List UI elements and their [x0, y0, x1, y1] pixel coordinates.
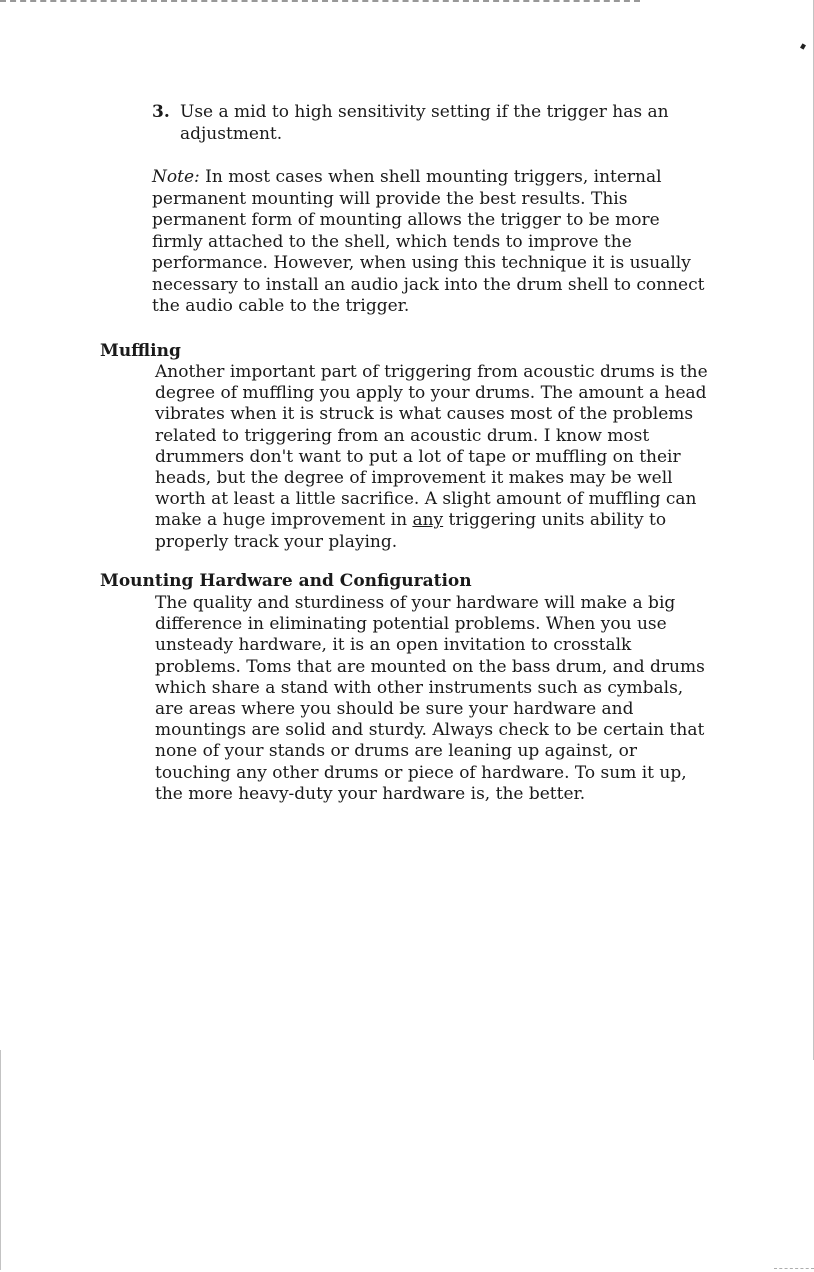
mounting-paragraph: The quality and sturdiness of your hardware will make a big difference in eliminating potential problems. When you use unsteady hardware, it is an open invitation to crosstalk problems. Toms that are mounted on the bass drum, and drums which share a stand with other instruments such as cymbals, are areas where you should be sure your hardware and mountings are solid and sturdy. Always check to be certain that none of your stands or drums are leaning up against, or touching any other drums or piece of hardware. To sum it up, the more heavy-duty your hardware is, the better. — [155, 593, 705, 804]
note-label: Note: — [152, 167, 200, 187]
heading-muffling: Muffling — [100, 341, 181, 361]
scan-speck — [800, 43, 806, 49]
note-paragraph — [152, 167, 712, 318]
scan-edge-top — [0, 0, 640, 4]
list-item-text: Use a mid to high sensitivity setting if the trigger has an adjustment. — [180, 102, 669, 144]
muffling-text-after: triggering units ability to properly track your playing. — [155, 510, 667, 552]
muffling-paragraph — [155, 362, 715, 553]
muffling-text-before: Another important part of triggering from acoustic drums is the degree of muffling you apply to your drums. The amount a head vibrates when it is struck is what causes most of the problems related to triggering from an acoustic drum. I know most drummers don't want to put a lot of tape or muffling on their heads, but the degree of improvement it makes may be well worth at least a little sacrifice. A slight amount of muffling can make a huge improvement in — [155, 362, 708, 531]
list-item-3 — [152, 102, 712, 145]
muffling-underlined-word: any — [412, 510, 444, 531]
scan-edge-bottom — [774, 1267, 814, 1269]
note-text: In most cases when shell mounting triggers, internal permanent mounting will provide the best results. This permanent form of mounting allows the trigger to be more firmly attached to the shell, which tends to improve the performance. However, when using this technique it is usually necessary to install an audio jack into the drum shell to connect the audio cable to the trigger. — [152, 167, 705, 316]
scan-edge-left — [0, 1050, 2, 1270]
list-item-number: 3. — [152, 102, 170, 122]
heading-mounting-hardware: Mounting Hardware and Configuration — [100, 571, 472, 591]
